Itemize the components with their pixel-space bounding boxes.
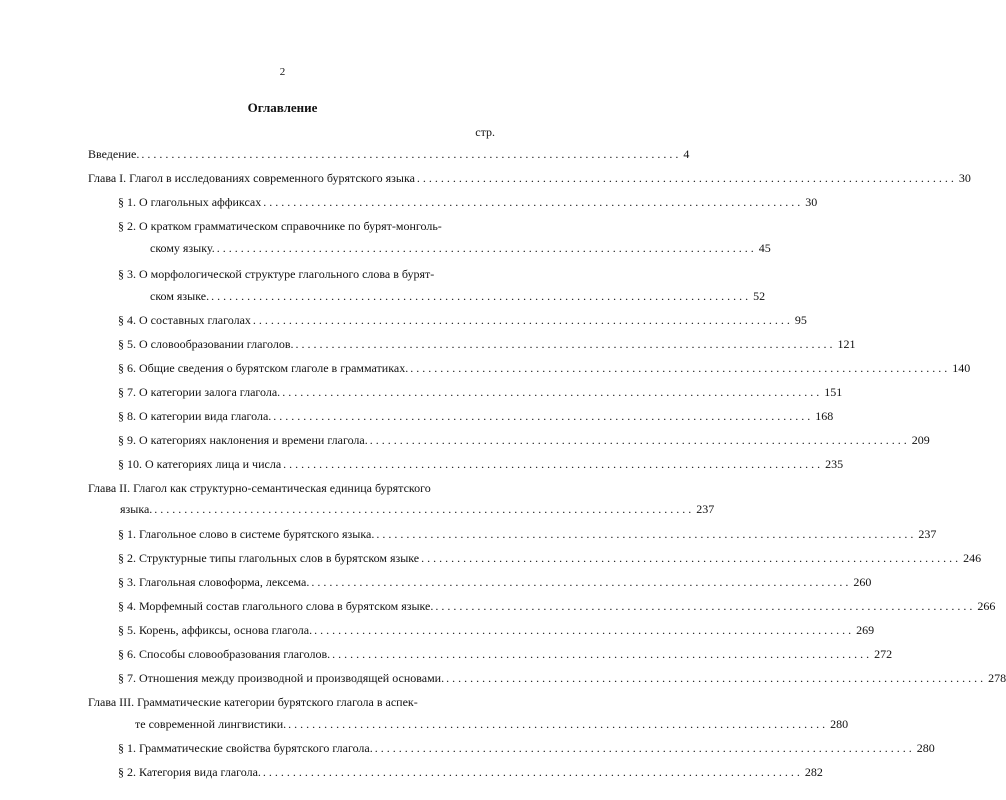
toc-entry: [118, 194, 818, 210]
toc-entry-page: 280: [830, 717, 849, 731]
toc-entry-page: 151: [824, 385, 843, 399]
toc-entry-text: те современной лингвистики.: [135, 717, 287, 731]
toc-entry-page: 95: [794, 313, 807, 327]
toc-entry-page: 237: [918, 527, 937, 541]
toc-entry-page: 209: [911, 433, 930, 447]
toc-entry: [118, 384, 843, 400]
leader-dots: ..........................................................................................: [421, 551, 962, 565]
toc-entry-text: § 5. О словообразовании глаголов.: [118, 337, 294, 351]
toc-entry-page: 278: [988, 671, 1006, 685]
toc-entry: [118, 360, 971, 376]
toc-entry: [88, 146, 690, 162]
toc-entry: [118, 598, 996, 614]
toc-entry-text: § 4. Морфемный состав глагольного слова в бурятском языке.: [118, 599, 434, 613]
toc-entry-page: 266: [977, 599, 996, 613]
toc-entry: [118, 526, 937, 542]
toc-entry-page: 52: [753, 289, 766, 303]
page-number: 2: [279, 66, 286, 78]
toc-entry-first-line: [118, 218, 497, 234]
toc-entry-text: Введение.: [88, 147, 140, 161]
toc-entry: [118, 312, 807, 328]
toc-entry-text: § 3. Глагольная словоформа, лексема.: [118, 575, 310, 589]
toc-title: Оглавление: [247, 100, 318, 115]
toc-entry-first-line: [118, 266, 497, 282]
leader-dots: ..........................................................................................: [288, 717, 829, 731]
toc-entry-text: § 1. Глагольное слово в системе бурятского языка.: [118, 527, 375, 541]
toc-entry-first-line: [88, 480, 497, 496]
toc-entry: [118, 456, 844, 472]
leader-dots: ..........................................................................................: [282, 385, 823, 399]
toc-entry: [118, 408, 834, 424]
leader-dots: ..........................................................................................: [216, 241, 757, 255]
toc-entry-text: Глава III. Грамматические категории бурятского глагола в аспек-: [88, 695, 418, 709]
leader-dots: ..........................................................................................: [369, 433, 910, 447]
toc-entry-page: 237: [696, 502, 715, 516]
toc-entry: [118, 764, 823, 780]
leader-dots: ..........................................................................................: [374, 741, 915, 755]
toc-entry-page: 4: [683, 147, 690, 161]
leader-dots: ..........................................................................................: [141, 147, 682, 161]
toc-entry: [118, 550, 982, 566]
toc-entry-text: § 10. О категориях лица и числа: [118, 457, 282, 471]
toc-entry-text: § 5. Корень, аффиксы, основа глагола.: [118, 623, 313, 637]
leader-dots: ..........................................................................................: [154, 502, 695, 516]
toc-entry-page: 272: [874, 647, 893, 661]
leader-dots: ..........................................................................................: [332, 647, 873, 661]
leader-dots: ..........................................................................................: [314, 623, 855, 637]
toc-entry: [118, 622, 875, 638]
toc-entry-text: § 2. О кратком грамматическом справочнике по бурят-монголь-: [118, 219, 442, 233]
toc-entry: [118, 646, 893, 662]
toc-entry: [150, 288, 766, 304]
toc-entry-text: Глава I. Глагол в исследованиях современного бурятского языка: [88, 171, 415, 185]
toc-entry-first-line: [88, 694, 497, 710]
toc-entry-text: § 7. Отношения между производной и производящей основами.: [118, 671, 445, 685]
toc-entry-text: § 2. Категория вида глагола.: [118, 765, 261, 779]
toc-entry-page: 282: [804, 765, 823, 779]
toc-entry-page: 260: [853, 575, 872, 589]
leader-dots: ..........................................................................................: [311, 575, 852, 589]
leader-dots: ..........................................................................................: [295, 337, 836, 351]
toc-entry-text: § 6. Общие сведения о бурятском глаголе в грамматиках.: [118, 361, 409, 375]
toc-entry: [150, 240, 771, 256]
leader-dots: ..........................................................................................: [273, 409, 814, 423]
toc-entry: [120, 501, 715, 517]
toc-entry-text: § 4. О составных глаголах: [118, 313, 251, 327]
toc-entry-page: 246: [963, 551, 982, 565]
toc-entry-text: § 7. О категории залога глагола.: [118, 385, 281, 399]
toc-entry-page: 280: [916, 741, 935, 755]
toc-entry-page: 269: [856, 623, 875, 637]
toc-entry-text: § 1. О глагольных аффиксах: [118, 195, 262, 209]
toc-entry-text: ском языке.: [150, 289, 210, 303]
leader-dots: ..........................................................................................: [211, 289, 752, 303]
leader-dots: ..........................................................................................: [263, 195, 804, 209]
toc-entry-text: скому языку.: [150, 241, 215, 255]
toc-entry-text: § 3. О морфологической структуре глагольного слова в бурят-: [118, 267, 435, 281]
toc-entry-page: 30: [805, 195, 818, 209]
leader-dots: ..........................................................................................: [283, 457, 824, 471]
toc-entry-text: языка.: [120, 502, 153, 516]
toc-entry: [118, 574, 872, 590]
toc-entry-text: § 8. О категории вида глагола.: [118, 409, 272, 423]
toc-entry-page: 140: [952, 361, 971, 375]
toc-entry-page: 45: [758, 241, 771, 255]
toc-entry-page: 121: [837, 337, 856, 351]
toc-entry: [118, 740, 935, 756]
leader-dots: ..........................................................................................: [376, 527, 917, 541]
toc-entry-text: Глава II. Глагол как структурно-семантическая единица бурятского: [88, 481, 431, 495]
toc-entry-text: § 9. О категориях наклонения и времени глагола.: [118, 433, 368, 447]
leader-dots: ..........................................................................................: [252, 313, 793, 327]
leader-dots: ..........................................................................................: [262, 765, 803, 779]
toc-entry: [135, 716, 849, 732]
leader-dots: ..........................................................................................: [416, 171, 957, 185]
page-column-label: стр.: [475, 125, 495, 139]
toc-entry-text: § 1. Грамматические свойства бурятского глагола.: [118, 741, 373, 755]
toc-entry: [118, 670, 1006, 686]
toc-entry: [88, 170, 971, 186]
leader-dots: ..........................................................................................: [410, 361, 951, 375]
toc-entry-page: 30: [958, 171, 971, 185]
leader-dots: ..........................................................................................: [446, 671, 987, 685]
leader-dots: ..........................................................................................: [435, 599, 976, 613]
toc-entry-page: 168: [815, 409, 834, 423]
toc-entry-text: § 6. Способы словообразования глаголов.: [118, 647, 331, 661]
toc-entry: [118, 432, 930, 448]
toc-entry-text: § 2. Структурные типы глагольных слов в бурятском языке: [118, 551, 420, 565]
toc-entry-page: 235: [825, 457, 844, 471]
toc-entry: [118, 336, 856, 352]
